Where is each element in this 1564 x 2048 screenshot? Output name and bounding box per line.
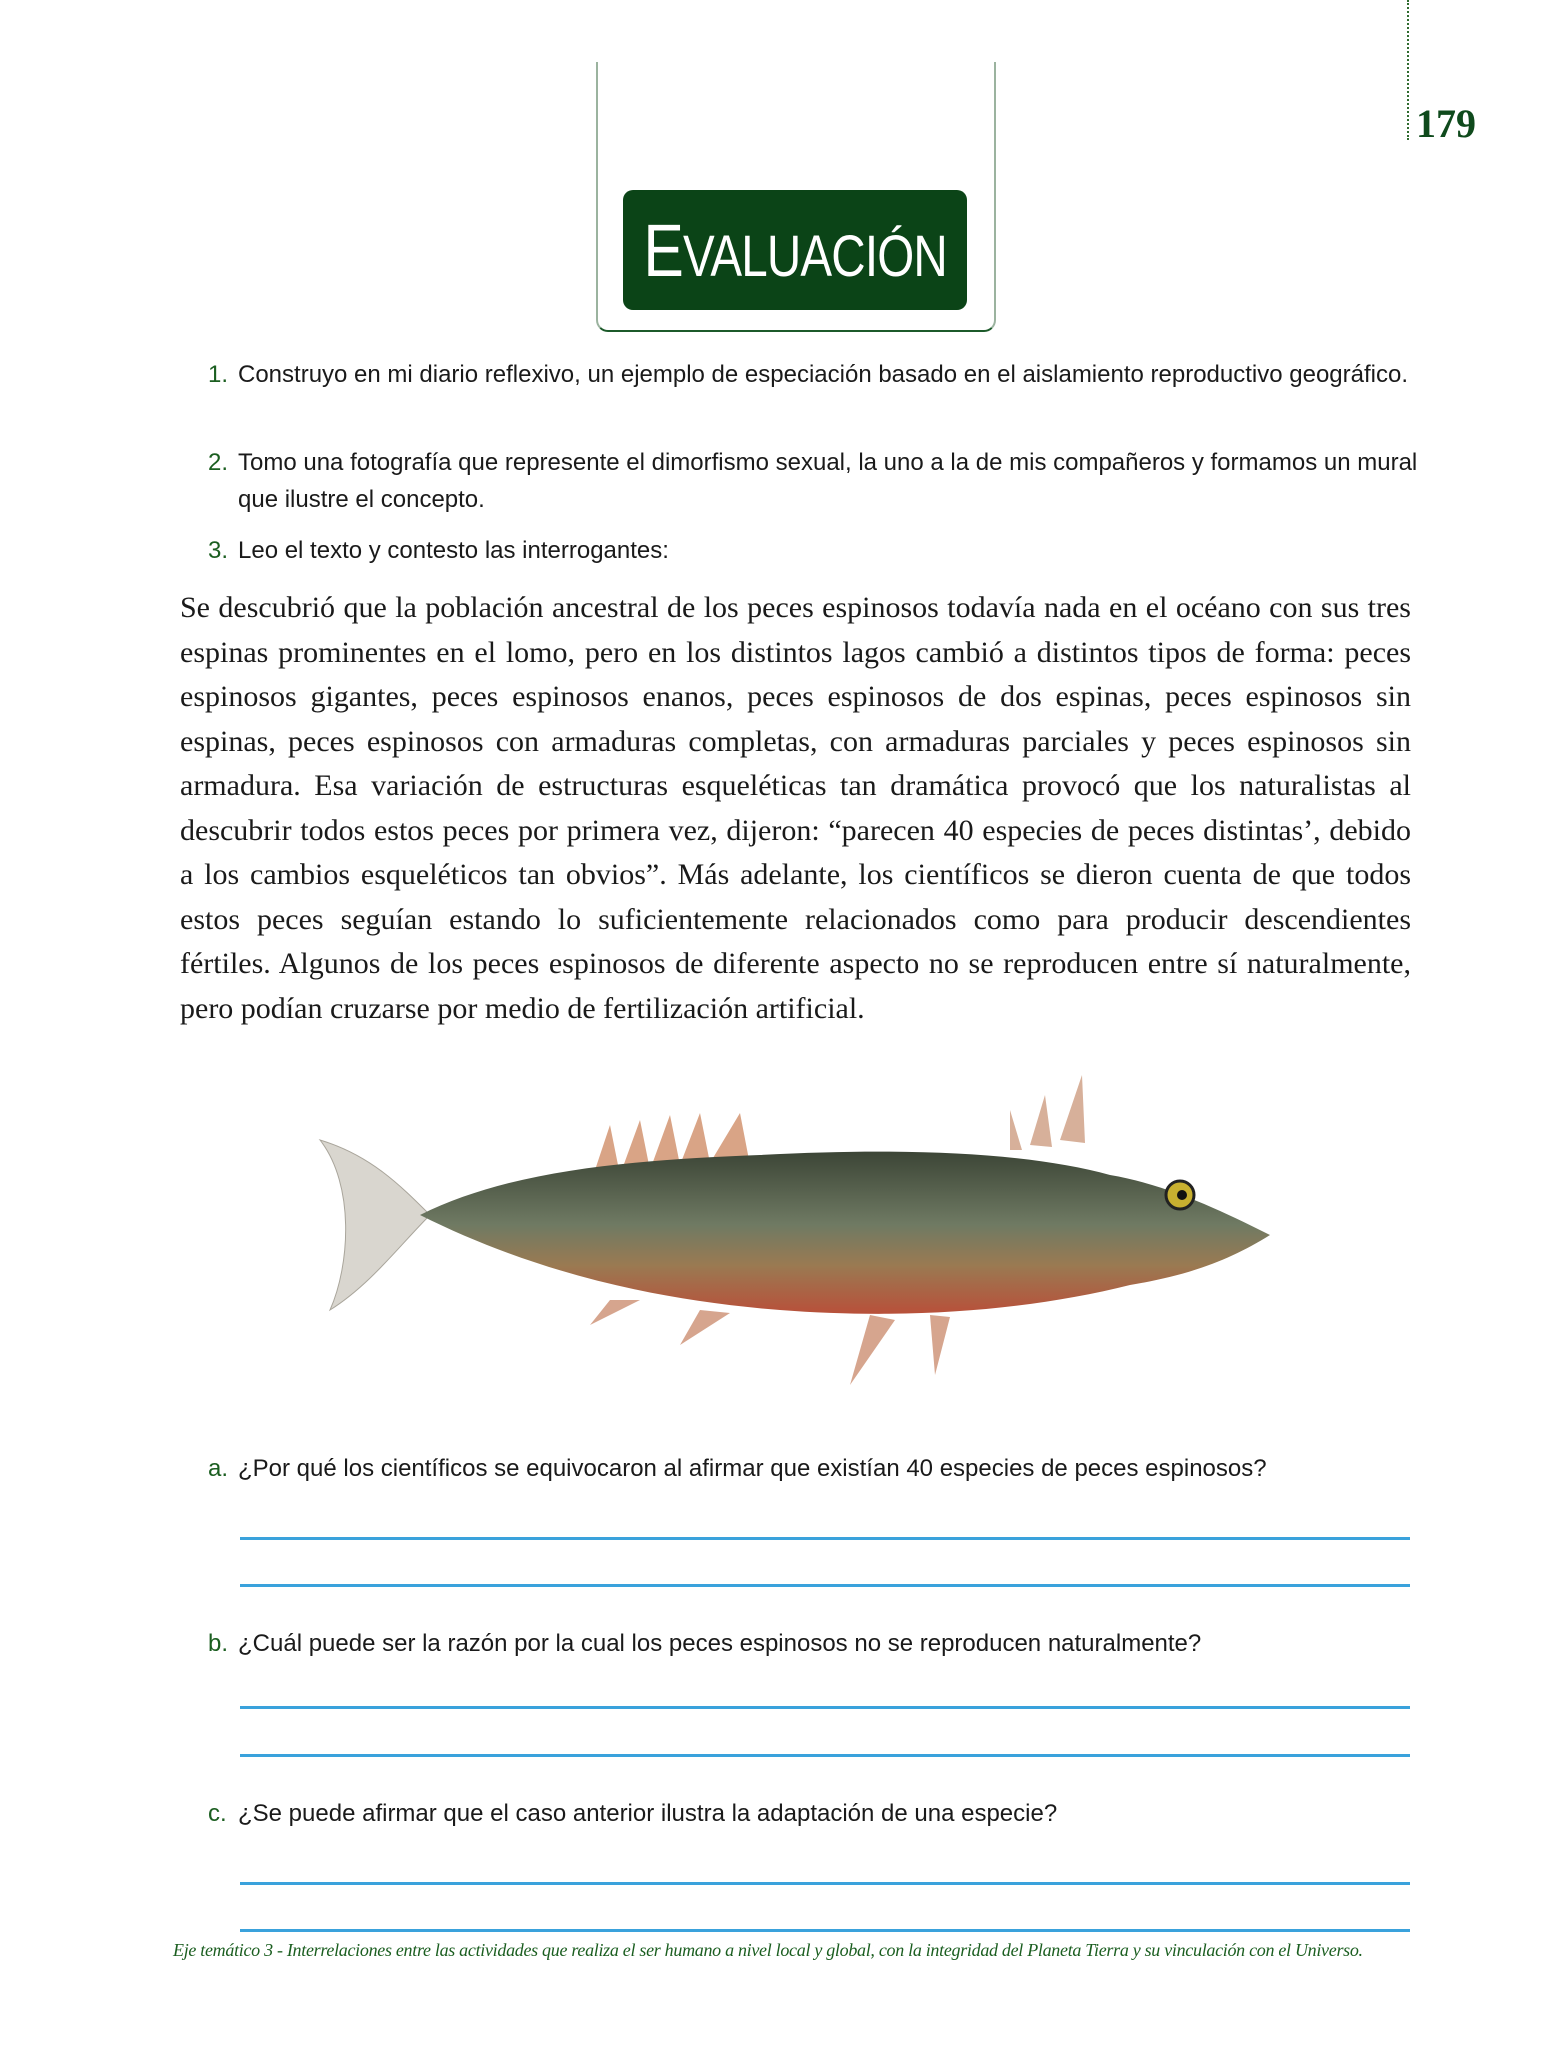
item-number: 1.: [208, 361, 229, 388]
stickleback-fish-illustration: [310, 1075, 1280, 1395]
page-footer: Eje temático 3 - Interrelaciones entre las actividades que realiza el ser humano a nivel local y global, con la integridad del Planeta Tierra y su vinculación con el Universo.: [173, 1940, 1363, 1960]
question-c: [208, 1800, 1057, 1828]
page-edge-divider: [1407, 0, 1409, 140]
question-b: [208, 1630, 1201, 1658]
answer-line[interactable]: [240, 1754, 1410, 1757]
activity-item: [208, 356, 1441, 393]
section-title: [643, 208, 947, 293]
question-letter: c.: [208, 1800, 227, 1827]
item-number: 2.: [208, 449, 229, 476]
reading-paragraph: Se descubrió que la población ancestral de los peces espinosos todavía nada en el océano con sus tres espinas prominentes en el lomo, pero en los distintos lagos cambió a distintos tipos de forma: peces espinosos gigantes, peces espinosos enanos, peces espinosos de dos espinas, peces espinosos sin espinas, peces espinosos con armaduras completas, con armaduras parciales y peces espinosos sin armadura. Esa variación de estructuras esqueléticas tan dramática provocó que los naturalistas al descubrir todos estos peces por primera vez, dijeron: “parecen 40 especies de peces distintas’, debido a los cambios esqueléticos tan obvios”. Más adelante, los científicos se dieron cuenta de que todos estos peces seguían estando lo suficientemente relacionados como para producir descendientes fértiles. Algunos de los peces espinosos de diferente aspecto no se reproducen entre sí naturalmente, pero podían cruzarse por medio de fertilización artificial.: [180, 591, 1411, 1025]
item-text: Construyo en mi diario reflexivo, un ejemplo de especiación basado en el aislamiento reproductivo geográfico.: [238, 361, 1408, 388]
answer-line[interactable]: [240, 1706, 1410, 1709]
item-text: Leo el texto y contesto las interrogantes:: [238, 537, 669, 564]
title-rest: VALUACIÓN: [682, 223, 947, 289]
question-a: [208, 1455, 1267, 1483]
answer-line[interactable]: [240, 1584, 1410, 1587]
question-letter: b.: [208, 1630, 229, 1657]
question-text: ¿Se puede afirmar que el caso anterior ilustra la adaptación de una especie?: [238, 1800, 1058, 1827]
section-header: [623, 190, 967, 310]
activity-item: [208, 532, 1441, 569]
activity-item: [208, 444, 1441, 518]
question-text: ¿Por qué los científicos se equivocaron al afirmar que existían 40 especies de peces espinosos?: [238, 1455, 1267, 1482]
fish-body: [420, 1152, 1270, 1314]
item-number: 3.: [208, 537, 229, 564]
page-number: 179: [1416, 101, 1476, 146]
question-text: ¿Cuál puede ser la razón por la cual los peces espinosos no se reproducen naturalmente?: [238, 1630, 1202, 1657]
tail-fin: [320, 1140, 430, 1310]
answer-line[interactable]: [240, 1882, 1410, 1885]
question-letter: a.: [208, 1455, 229, 1482]
title-initial: E: [643, 208, 683, 292]
answer-line[interactable]: [240, 1537, 1410, 1540]
answer-line[interactable]: [240, 1929, 1410, 1932]
item-text: Tomo una fotografía que represente el dimorfismo sexual, la uno a la de mis compañeros y formamos un mural que ilustre el concepto.: [238, 449, 1418, 513]
